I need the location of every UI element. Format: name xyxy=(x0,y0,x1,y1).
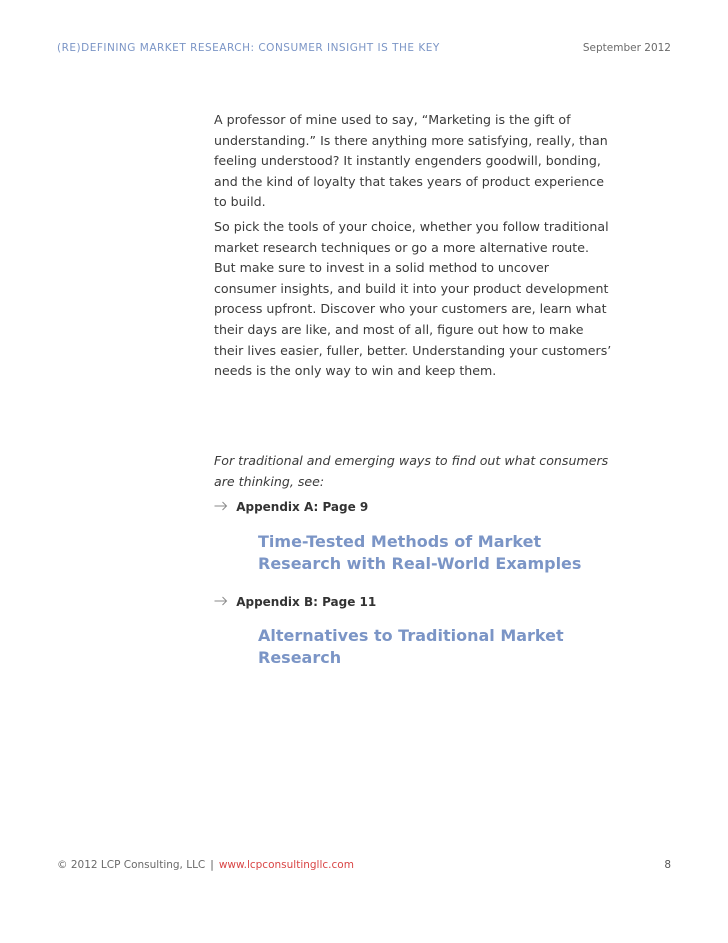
paragraph-2 xyxy=(214,217,634,382)
paragraph-line: process upfront. Discover who your customers are, learn what xyxy=(214,301,607,317)
paragraph-line: So pick the tools of your choice, whether you follow traditional xyxy=(214,219,609,234)
page-number: 8 xyxy=(664,859,671,871)
paragraph-line: feeling understood? It instantly engenders goodwill, bonding, xyxy=(214,153,601,169)
paragraph-line: consumer insights, and build it into your product development xyxy=(214,280,609,296)
document-date: September 2012 xyxy=(582,42,671,54)
copyright-text: © 2012 LCP Consulting, LLC xyxy=(57,859,206,871)
appendix-a-title[interactable] xyxy=(258,531,598,575)
arrow-right-icon xyxy=(214,595,232,609)
paragraph-line: to build. xyxy=(214,194,266,210)
appendix-title-line: Alternatives to Traditional Market xyxy=(258,626,564,645)
paragraph-line: their days are like, and most of all, figure out how to make xyxy=(214,321,584,337)
paragraph-line: A professor of mine used to say, “Marketing is the gift of xyxy=(214,112,571,127)
appendix-title-line: Time-Tested Methods of Market xyxy=(258,532,542,551)
appendix-title-line: Research with Real-World Examples xyxy=(258,554,582,573)
document-title: (RE)DEFINING MARKET RESEARCH: CONSUMER INSIGHT IS THE KEY xyxy=(57,42,440,54)
paragraph-line: needs is the only way to win and keep them. xyxy=(214,363,497,379)
appendix-intro xyxy=(214,451,634,492)
appendix-a-reference xyxy=(214,500,368,514)
page-footer xyxy=(57,859,354,871)
appendix-b-label: Appendix B: Page 11 xyxy=(236,595,377,609)
appendix-b-title[interactable] xyxy=(258,625,598,669)
intro-line: are thinking, see: xyxy=(214,473,325,489)
intro-line: For traditional and emerging ways to find out what consumers xyxy=(214,453,609,468)
footer-separator: | xyxy=(210,859,214,871)
paragraph-line: their lives easier, fuller, better. Understanding your customers’ xyxy=(214,342,612,358)
appendix-b-reference xyxy=(214,595,376,609)
paragraph-line: market research techniques or go a more alternative route. xyxy=(214,239,589,255)
website-link[interactable]: www.lcpconsultingllc.com xyxy=(218,859,354,871)
paragraph-line: understanding.” Is there anything more satisfying, really, than xyxy=(214,132,608,148)
appendix-title-line: Research xyxy=(258,648,342,667)
appendix-a-label: Appendix A: Page 9 xyxy=(236,500,369,514)
paragraph-line: and the kind of loyalty that takes years of product experience xyxy=(214,173,604,189)
paragraph-1 xyxy=(214,110,634,213)
arrow-right-icon xyxy=(214,500,232,514)
paragraph-line: But make sure to invest in a solid method to uncover xyxy=(214,260,549,276)
